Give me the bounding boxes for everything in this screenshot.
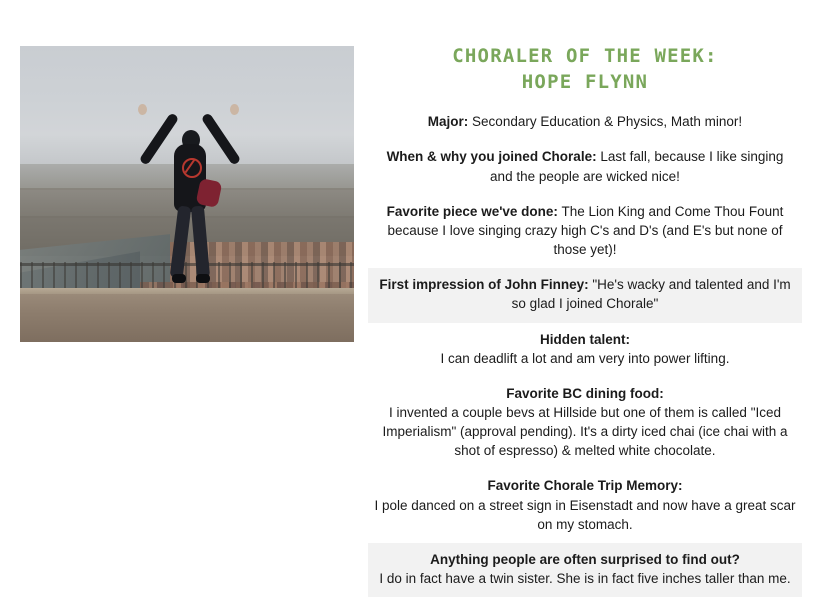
qa-question-line — [374, 476, 796, 495]
qa-answer: Secondary Education & Physics, Math minor! — [468, 114, 743, 130]
qa-entry — [368, 377, 802, 470]
right-leg — [191, 206, 210, 279]
profile-panel — [368, 36, 802, 597]
qa-list — [368, 105, 802, 597]
qa-question: Favorite Chorale Trip Memory: — [487, 478, 683, 494]
qa-answer: Last fall, because I like singing and the people are wicked nice! — [490, 149, 784, 184]
right-arm — [201, 112, 242, 166]
red-bag — [196, 178, 223, 208]
qa-answer: I do in fact have a twin sister. She is in fact five inches taller than me. — [379, 571, 791, 587]
qa-entry — [368, 195, 802, 268]
right-hand — [230, 104, 239, 115]
photo-image — [20, 46, 354, 342]
left-shoe — [172, 274, 186, 283]
qa-entry — [368, 543, 802, 597]
left-hand — [138, 104, 147, 115]
qa-question: Favorite piece we've done: — [386, 203, 558, 219]
choraler-photo — [20, 46, 354, 342]
qa-question: Favorite BC dining food: — [506, 385, 664, 401]
jacket-graphic — [182, 158, 202, 178]
qa-question-line — [374, 550, 796, 569]
qa-answer: I pole danced on a street sign in Eisenstadt and now have a great scar on my stomach. — [374, 497, 796, 532]
qa-question: First impression of John Finney: — [379, 277, 589, 293]
qa-question: Anything people are often surprised to find out? — [430, 551, 740, 567]
qa-question: Major: — [427, 114, 469, 130]
right-shoe — [196, 274, 210, 283]
page-title — [368, 36, 802, 95]
qa-answer: I can deadlift a lot and am very into power lifting. — [440, 350, 730, 366]
qa-entry — [368, 268, 802, 322]
qa-question: Hidden talent: — [540, 331, 630, 347]
qa-entry — [368, 469, 802, 542]
title-line-1: CHORALER OF THE WEEK: — [452, 45, 718, 67]
qa-answer: "He's wacky and talented and I'm so glad I joined Chorale" — [511, 277, 791, 312]
qa-entry — [368, 323, 802, 377]
qa-question-line — [374, 384, 796, 403]
terrace-wall — [20, 294, 354, 342]
qa-entry — [368, 105, 802, 140]
qa-answer: The Lion King and Come Thou Fount because I love singing crazy high C's and D's (and E's but none of those yet)! — [387, 203, 784, 258]
left-leg — [170, 205, 192, 278]
qa-question: When & why you joined Chorale: — [386, 149, 597, 165]
title-line-2: HOPE FLYNN — [521, 70, 649, 93]
qa-answer: I invented a couple bevs at Hillside but one of them is called "Iced Imperialism" (approval pending). It's a dirty iced chai (ice chai with a shot of espresso) & melted white chocolate. — [382, 405, 788, 459]
jumping-person — [130, 102, 250, 292]
qa-question-line — [374, 330, 796, 349]
qa-entry — [368, 140, 802, 194]
